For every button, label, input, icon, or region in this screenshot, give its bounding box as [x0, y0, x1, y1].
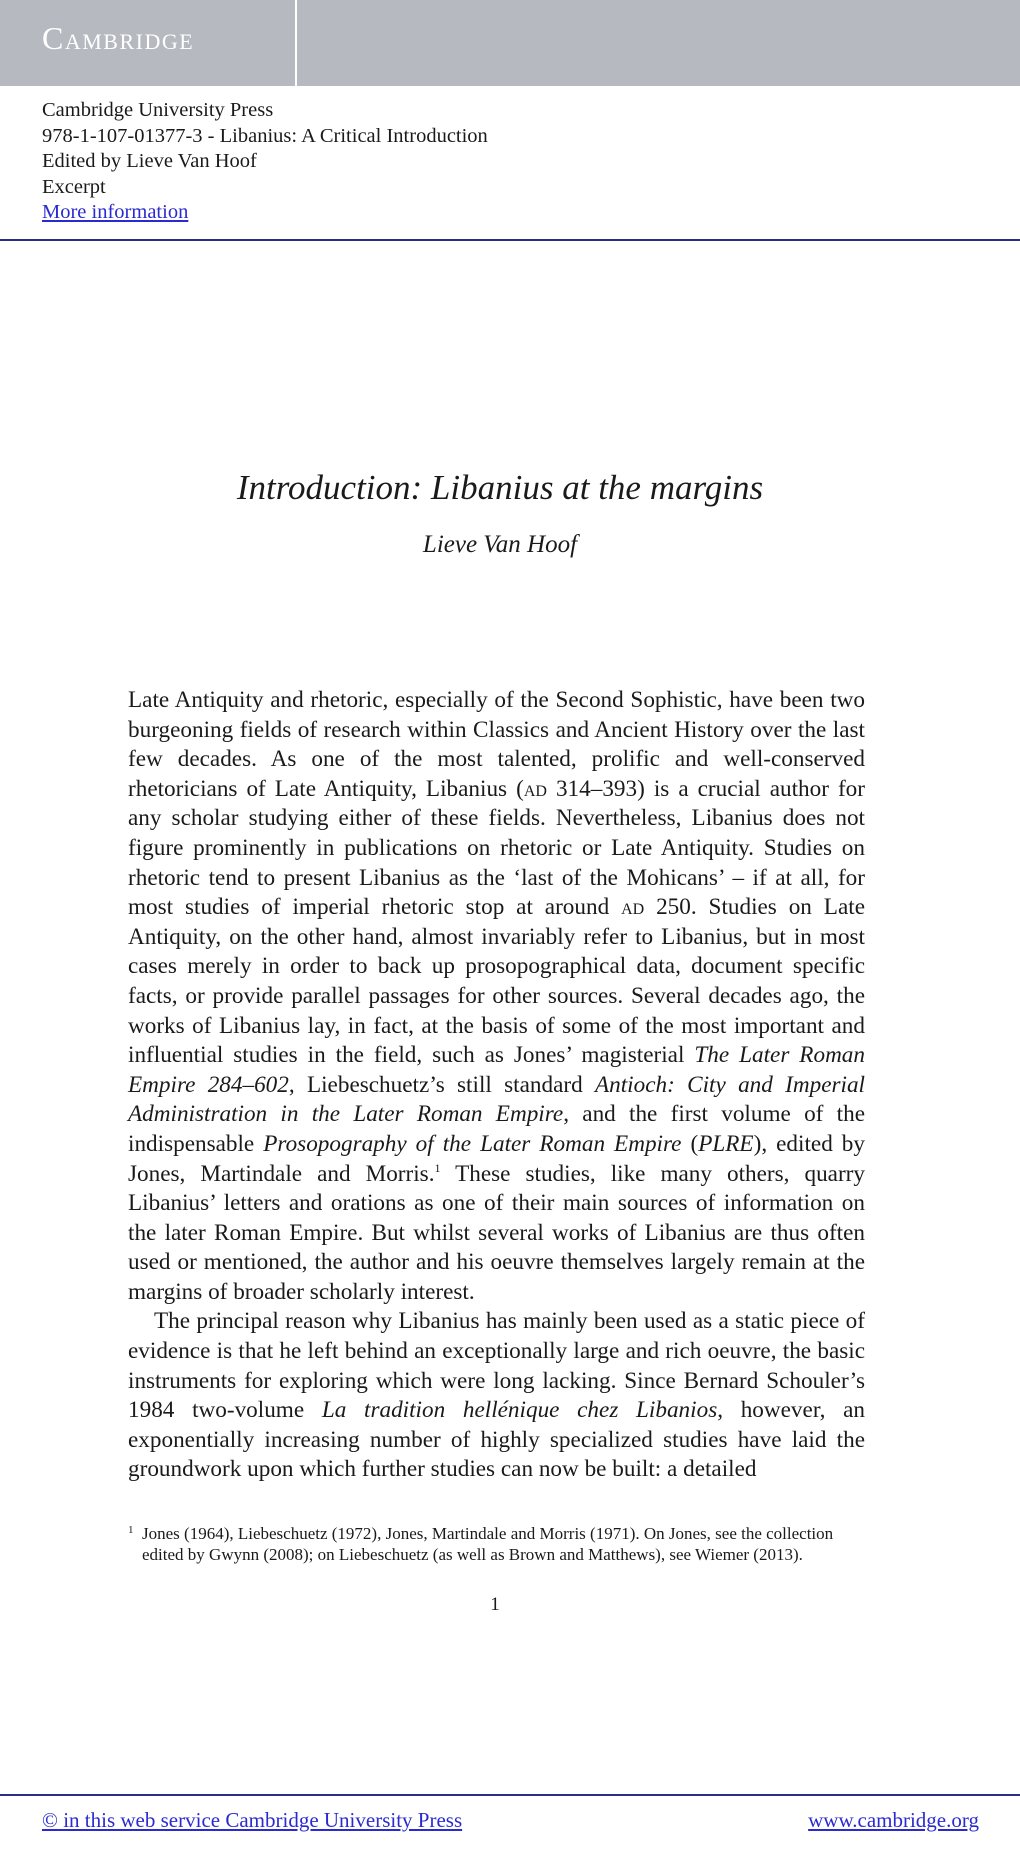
banner-divider — [295, 0, 297, 86]
cambridge-logo[interactable] — [0, 0, 295, 86]
editor-line: Edited by Lieve Van Hoof — [42, 150, 257, 172]
isbn-title: 978-1-107-01377-3 - Libanius: A Critical Introduction — [42, 124, 488, 147]
text-run: , and the first volume of the indispensable — [128, 1101, 865, 1157]
chapter-title: Introduction: Libanius at the margins — [236, 468, 764, 507]
era-abbreviation: ad — [621, 894, 645, 921]
work-title: The Later Roman Empire 284–602 — [128, 1042, 865, 1098]
era-abbreviation: ad — [523, 775, 547, 802]
text-run: The principal reason why Libanius has mainly been used as a static piece of evidence is that he left behind an exceptionally large and rich oeuvre, the basic instruments for exploring which were long lacking. Since Bernard Schouler’s 1984 two-volume — [128, 1308, 865, 1424]
chapter-body — [128, 686, 865, 1485]
text-run: ), edited by Jones, Martindale and Morris. — [128, 1130, 865, 1187]
footnote-text: Jones (1964), Liebeschuetz (1972), Jones, Martindale and Morris (1971). On Jones, see the collection edited by Gwynn (2008); on Liebeschuetz (as well as Brown and Matthews), see Wiemer (2013). — [142, 1524, 834, 1564]
copyright-link[interactable]: © in this web service Cambridge University Press — [42, 1808, 463, 1832]
footer-rule — [0, 1794, 1020, 1796]
text-run: 314–393) is a crucial author for any scholar studying either of these fields. Nevertheless, Libanius does not figure prominently in publications on rhetoric or Late Antiquity. Studies on rhetoric tend to present Libanius as the ‘last of the Mohicans’ – if at all, for most studies of imperial rhetoric stop at around — [128, 775, 865, 921]
footnote-reference[interactable]: 1 — [434, 1160, 441, 1175]
text-run: Late Antiquity and rhetoric, especially of the Second Sophistic, have been two burgeoning fields of research within Classics and Ancient History over the last few decades. As one of the most talented, prolific and well-conserved rhetoricians of Late Antiquity, Libanius ( — [128, 687, 865, 802]
paragraph-2 — [128, 1307, 865, 1485]
header-rule — [0, 239, 1020, 241]
text-run: , Liebeschuetz’s still standard — [288, 1071, 595, 1098]
chapter-author: Lieve Van Hoof — [422, 531, 578, 558]
publisher-name: Cambridge University Press — [42, 99, 274, 121]
header-banner — [0, 0, 1020, 86]
work-title: La tradition hellénique chez Libanios — [321, 1397, 718, 1424]
text-run: 250. Studies on Late Antiquity, on the other hand, almost invariably refer to Libanius, but in most cases merely in order to back up prosopographical data, document specific facts, or provide parallel passages for other sources. Several decades ago, the works of Libanius lay, in fact, at the basis of some of the most important and influential studies in the field, such as Jones’ magisterial — [128, 894, 865, 1069]
work-title: Antioch: City and Imperial Administration in the Later Roman Empire — [128, 1071, 866, 1128]
page-number: 1 — [490, 1594, 500, 1615]
text-run: ( — [681, 1130, 699, 1157]
footnote-number: 1 — [128, 1524, 134, 1536]
logo-text: Cambridge — [42, 20, 195, 56]
text-run: These studies, like many others, quarry Libanius’ letters and orations as one of their main sources of information on the later Roman Empire. But whilst several works of Libanius are thus often used or mentioned, the author and his oeuvre themselves largely remain at the margins of broader scholarly interest. — [128, 1160, 866, 1305]
book-metadata — [42, 98, 488, 226]
work-title: Prosopography of the Later Roman Empire — [263, 1130, 682, 1157]
text-run: , however, an exponentially increasing number of highly specialized studies have laid the groundwork upon which further studies can now be built: a detailed — [128, 1397, 865, 1483]
more-information-link[interactable]: More information — [42, 201, 189, 223]
excerpt-label: Excerpt — [42, 175, 106, 198]
work-abbreviation: PLRE — [698, 1130, 754, 1157]
paragraph-1 — [128, 686, 865, 1307]
website-link[interactable]: www.cambridge.org — [808, 1808, 979, 1832]
footnote — [128, 1523, 865, 1565]
